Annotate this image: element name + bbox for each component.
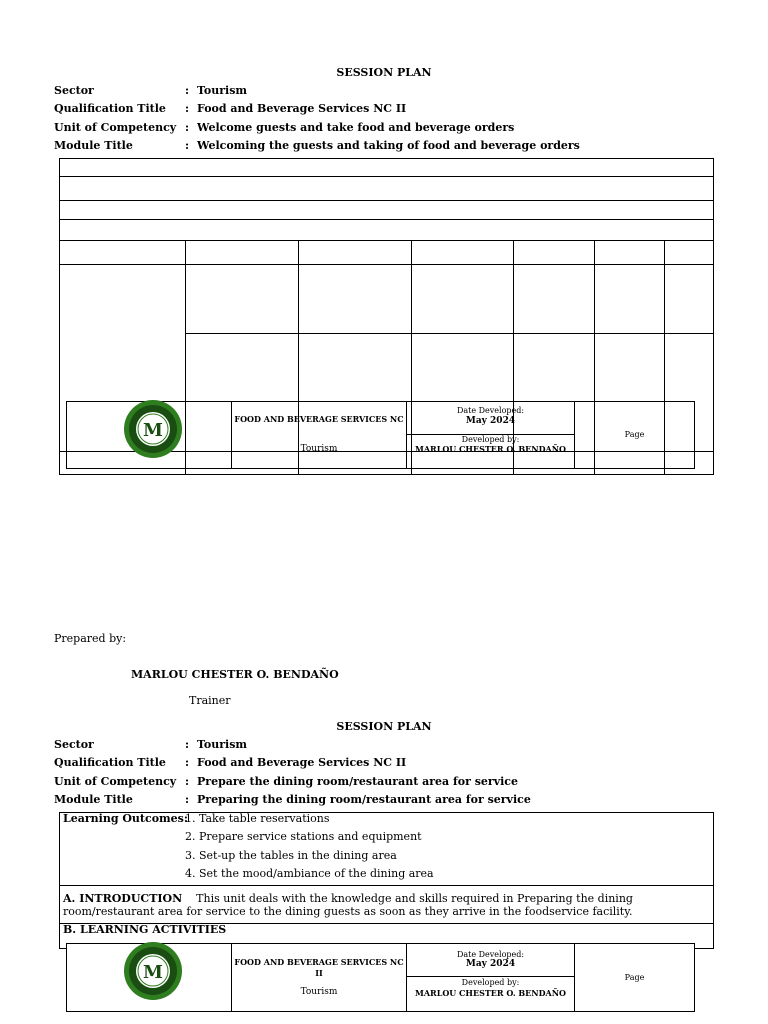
college-seal-logo [116, 941, 190, 1001]
footer-date-label: Date Developed: [456, 950, 525, 959]
prepared-by-role: Trainer [189, 694, 231, 707]
footer-sector: Tourism [300, 987, 338, 997]
prepared-by-label: Prepared by: [54, 632, 127, 645]
unit-label: Unit of Competency [54, 121, 177, 134]
svg-text:M: M [143, 420, 163, 441]
colon: : [185, 738, 190, 751]
svg-text:M: M [143, 962, 163, 983]
colon: : [185, 775, 190, 788]
learning-outcome-item: 1. Take table reservations [185, 812, 330, 825]
module-value: Preparing the dining room/restaurant area for service [197, 793, 531, 806]
sector-value: Tourism [197, 84, 248, 97]
sector-label: Sector [54, 738, 94, 751]
footer-dev-value: MARLOU CHESTER O. BENDAÑO [414, 444, 567, 454]
learning-outcome-item: 2. Prepare service stations and equipment [185, 830, 422, 843]
learning-outcomes-label: Learning Outcomes: [63, 812, 188, 825]
footer-date-value: May 2024 [465, 416, 516, 426]
learning-outcome-item: 3. Set-up the tables in the dining area [185, 849, 397, 862]
session-plan-title-2: SESSION PLAN [336, 720, 432, 733]
introduction-label: A. INTRODUCTION [63, 892, 183, 905]
unit-value: Prepare the dining room/restaurant area for service [197, 775, 518, 788]
footer-page-label: Page [624, 430, 645, 439]
footer-dev-label: Developed by: [461, 435, 520, 444]
sector-value: Tourism [197, 738, 248, 751]
learning-activities-label: B. LEARNING ACTIVITIES [63, 923, 227, 936]
sector-label: Sector [54, 84, 94, 97]
module-label: Module Title [54, 139, 133, 152]
footer-course: FOOD AND BEVERAGE SERVICES NC [234, 957, 404, 967]
footer-course: FOOD AND BEVERAGE SERVICES NC [234, 414, 404, 424]
introduction-paragraph [63, 892, 709, 918]
colon: : [185, 793, 190, 806]
learning-outcome-item: 4. Set the mood/ambiance of the dining area [185, 867, 434, 880]
footer-dev-label: Developed by: [461, 978, 520, 987]
qualification-label: Qualification Title [54, 102, 166, 115]
footer-dev-value: MARLOU CHESTER O. BENDAÑO [414, 988, 567, 998]
colon: : [185, 139, 190, 152]
qualification-value: Food and Beverage Services NC II [197, 102, 407, 115]
module-label: Module Title [54, 793, 133, 806]
colon: : [185, 121, 190, 134]
footer-page-label: Page [624, 973, 645, 982]
college-seal-logo [116, 399, 190, 459]
qualification-value: Food and Beverage Services NC II [197, 756, 407, 769]
colon: : [185, 84, 190, 97]
footer-sector: Tourism [300, 444, 338, 454]
introduction-text: This unit deals with the knowledge and skills required in Preparing the dining room/restaurant area for service to the dining guests as soon as they arrive in the foodservice facility. [63, 892, 633, 918]
footer-date-value: May 2024 [465, 959, 516, 969]
unit-label: Unit of Competency [54, 775, 177, 788]
footer-course-line2: II [315, 968, 323, 978]
colon: : [185, 756, 190, 769]
unit-value: Welcome guests and take food and beverage orders [197, 121, 515, 134]
colon: : [185, 102, 190, 115]
qualification-label: Qualification Title [54, 756, 166, 769]
footer-date-label: Date Developed: [456, 406, 525, 415]
session-plan-title-1: SESSION PLAN [336, 66, 432, 79]
module-value: Welcoming the guests and taking of food and beverage orders [197, 139, 580, 152]
prepared-by-name: MARLOU CHESTER O. BENDAÑO [131, 668, 339, 681]
